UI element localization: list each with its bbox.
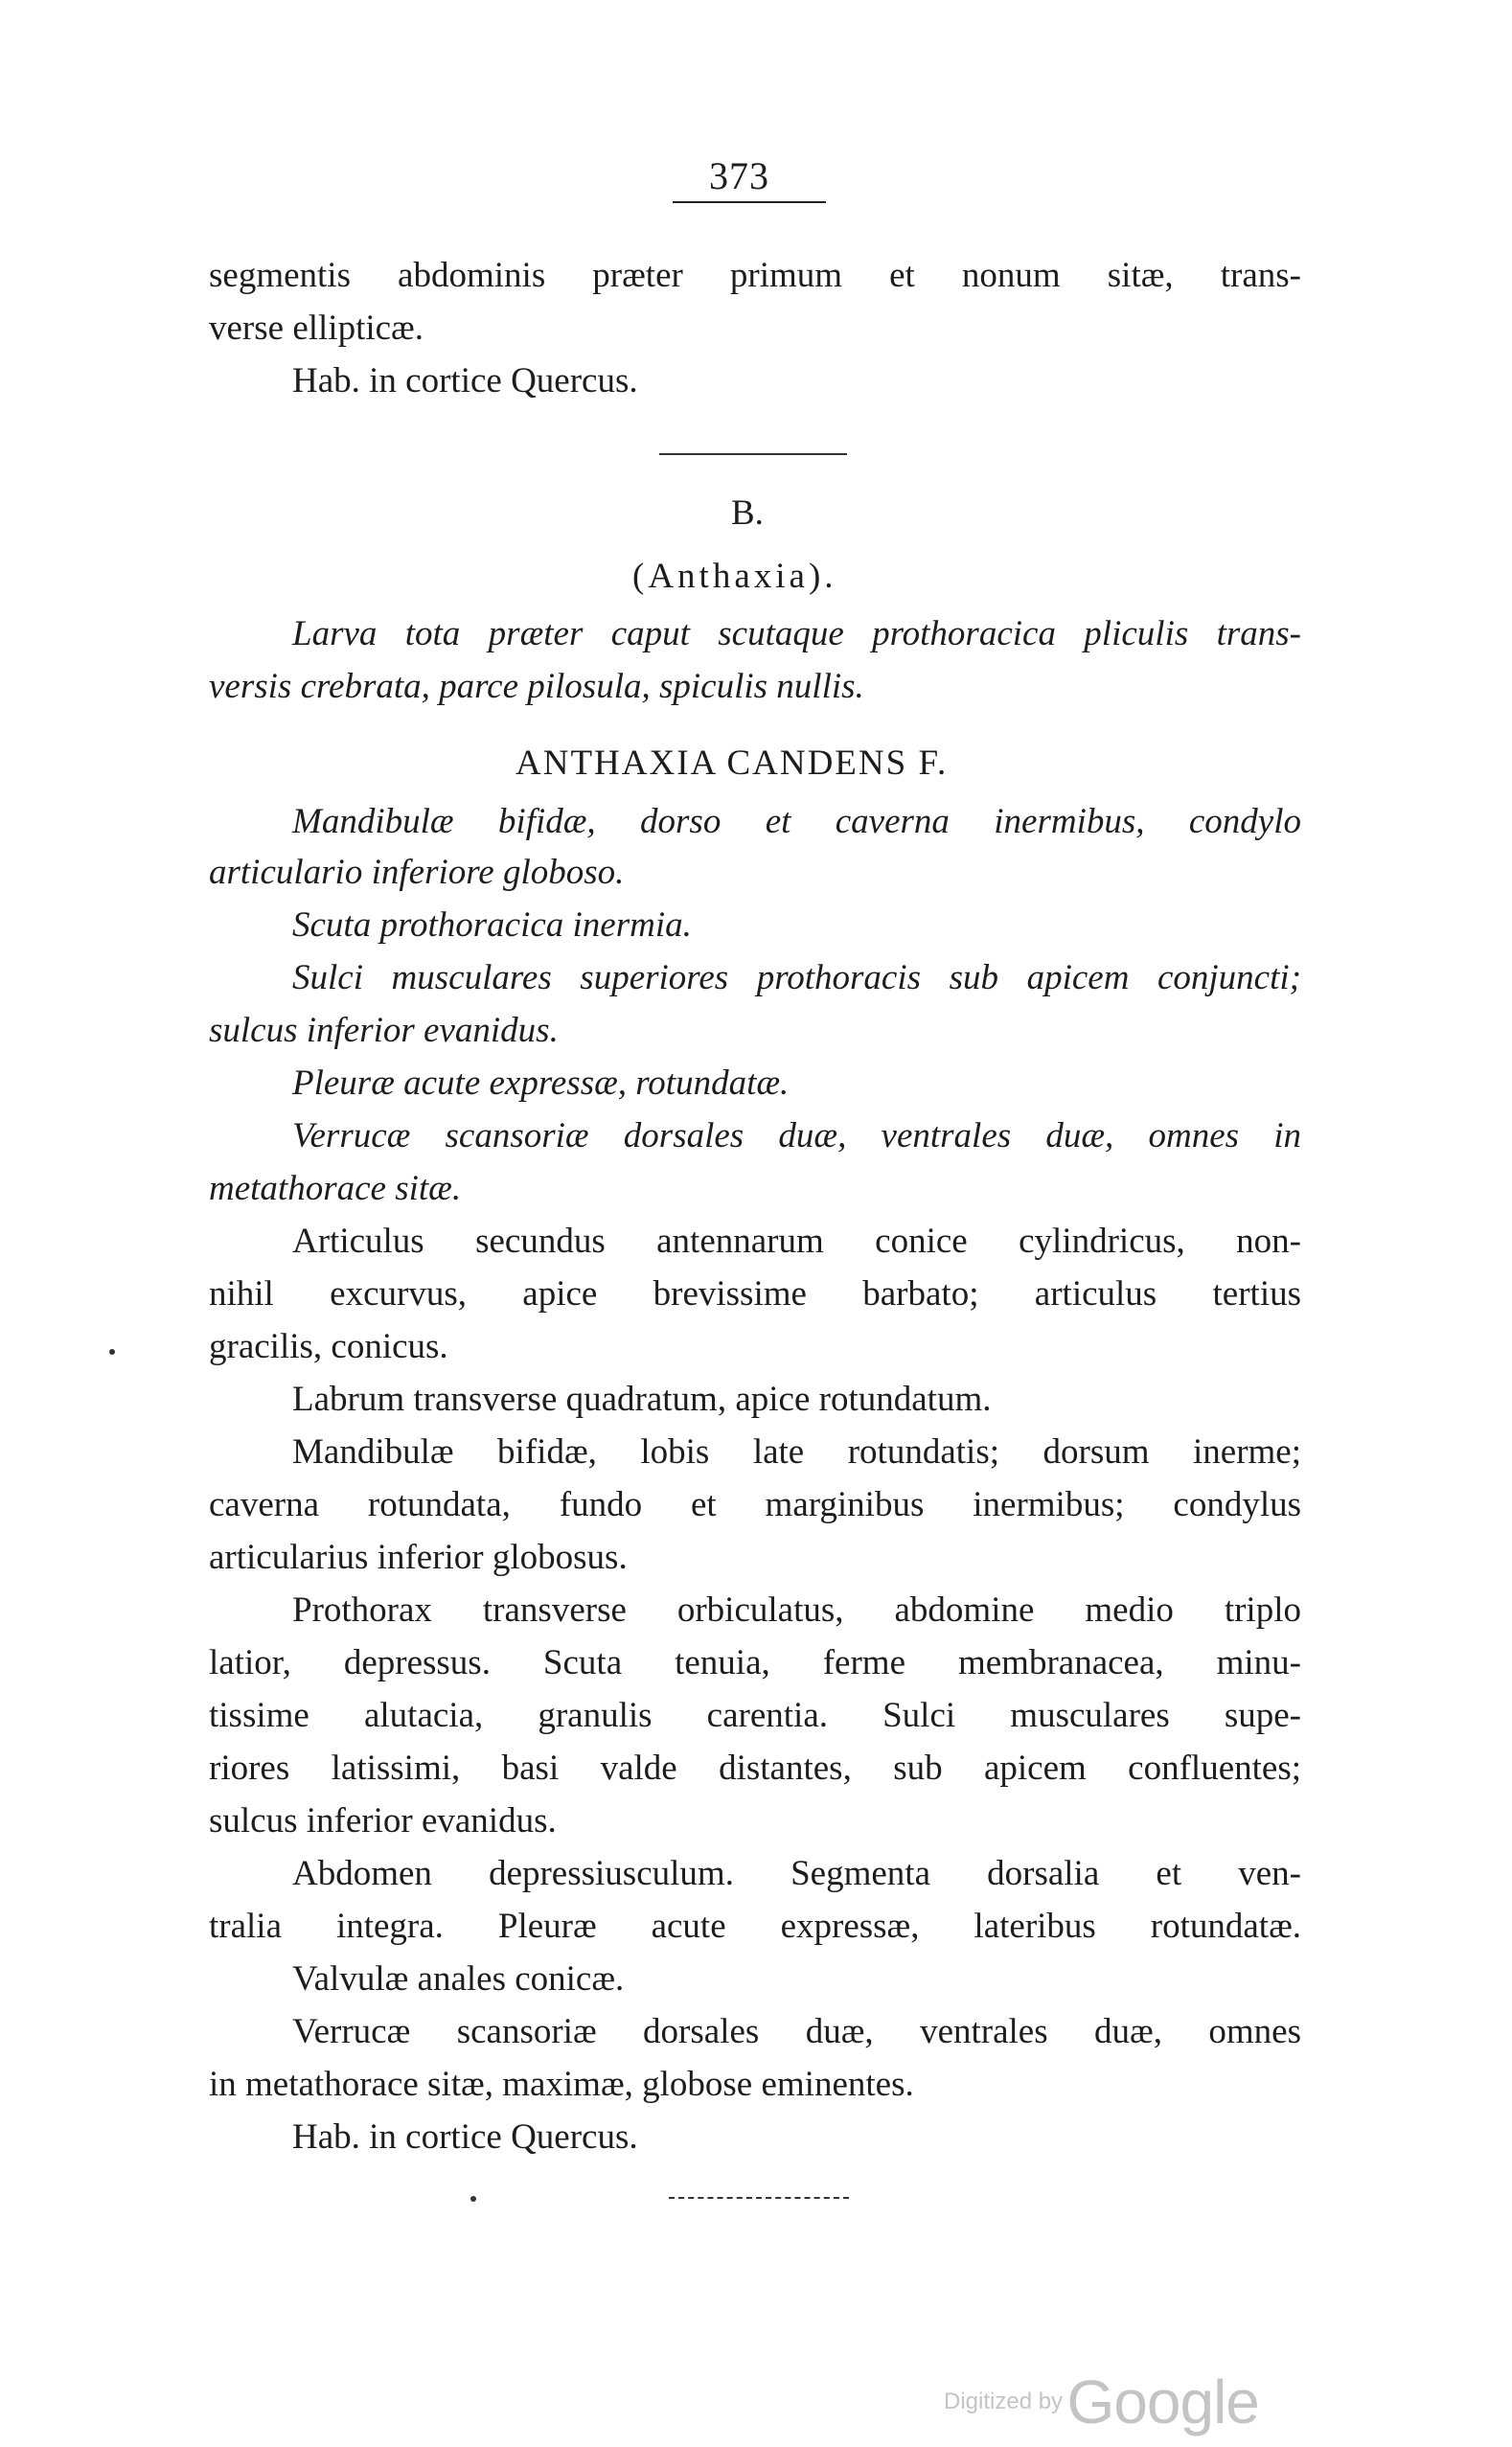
text-line: Verrucæ scansoriæ dorsales duæ, ventrales duæ, omnes in [292, 1116, 1301, 1155]
text-line: Labrum transverse quadratum, apice rotundatum. [292, 1380, 992, 1419]
text-line: nihil excurvus, apice brevissime barbato; articulus tertius [209, 1274, 1301, 1314]
text-line: Larva tota præter caput scutaque prothoracica pliculis trans- [292, 614, 1301, 653]
text-line: Hab. in cortice Quercus. [292, 361, 638, 400]
page-number-rule [673, 201, 826, 203]
text-line: in metathorace sitæ, maximæ, globose eminentes. [209, 2065, 914, 2104]
text-line: metathorace sitæ. [209, 1169, 462, 1208]
text-line: Mandibulæ bifidæ, dorso et caverna inermibus, condylo [292, 802, 1301, 841]
text-line: tissime alutacia, granulis carentia. Sulci musculares supe- [209, 1696, 1301, 1735]
text-line: caverna rotundata, fundo et marginibus inermibus; condylus [209, 1485, 1301, 1524]
text-line: Sulci musculares superiores prothoracis sub apicem conjuncti; [292, 958, 1301, 997]
genus-heading: (Anthaxia). [632, 557, 837, 596]
text-line: articulario inferiore globoso. [209, 853, 625, 892]
ink-dot [109, 1349, 115, 1355]
text-line: Articulus secundus antennarum conice cylindricus, non- [292, 1222, 1301, 1261]
text-line: Prothorax transverse orbiculatus, abdomine medio triplo [292, 1590, 1301, 1630]
digitized-watermark [944, 2367, 1259, 2437]
text-line: Valvulæ anales conicæ. [292, 1959, 625, 1999]
text-line: articularius inferior globosus. [209, 1538, 628, 1577]
ink-dot [470, 2196, 476, 2202]
text-line: sulcus inferior evanidus. [209, 1011, 559, 1050]
text-line: versis crebrata, parce pilosula, spiculis nullis. [209, 667, 864, 706]
text-line: gracilis, conicus. [209, 1327, 448, 1366]
text-line: segmentis abdominis præter primum et nonum sitæ, trans- [209, 256, 1301, 295]
text-line: Scuta prothoracica inermia. [292, 905, 692, 945]
text-line: tralia integra. Pleuræ acute expressæ, lateribus rotundatæ. [209, 1907, 1301, 1946]
text-line: riores latissimi, basi valde distantes, sub apicem confluentes; [209, 1749, 1301, 1788]
text-line: Pleuræ acute expressæ, rotundatæ. [292, 1063, 790, 1103]
digitized-prefix: Digitized by [944, 2389, 1064, 2414]
section-heading: B. [731, 493, 764, 533]
text-line: Verrucæ scansoriæ dorsales duæ, ventrales duæ, omnes [292, 2012, 1301, 2051]
text-line: Hab. in cortice Quercus. [292, 2117, 638, 2157]
text-line: sulcus inferior evanidus. [209, 1801, 557, 1841]
text-line: latior, depressus. Scuta tenuia, ferme membranacea, minu- [209, 1643, 1301, 1682]
species-heading: ANTHAXIA CANDENS F. [515, 743, 949, 783]
google-logo: Google [1066, 2367, 1259, 2436]
text-line: verse ellipticæ. [209, 309, 424, 348]
page-number: 373 [709, 154, 769, 197]
end-divider [669, 2197, 849, 2199]
text-line: Mandibulæ bifidæ, lobis late rotundatis; dorsum inerme; [292, 1432, 1301, 1472]
text-line: Abdomen depressiusculum. Segmenta dorsalia et ven- [292, 1854, 1301, 1893]
section-divider [659, 453, 847, 455]
